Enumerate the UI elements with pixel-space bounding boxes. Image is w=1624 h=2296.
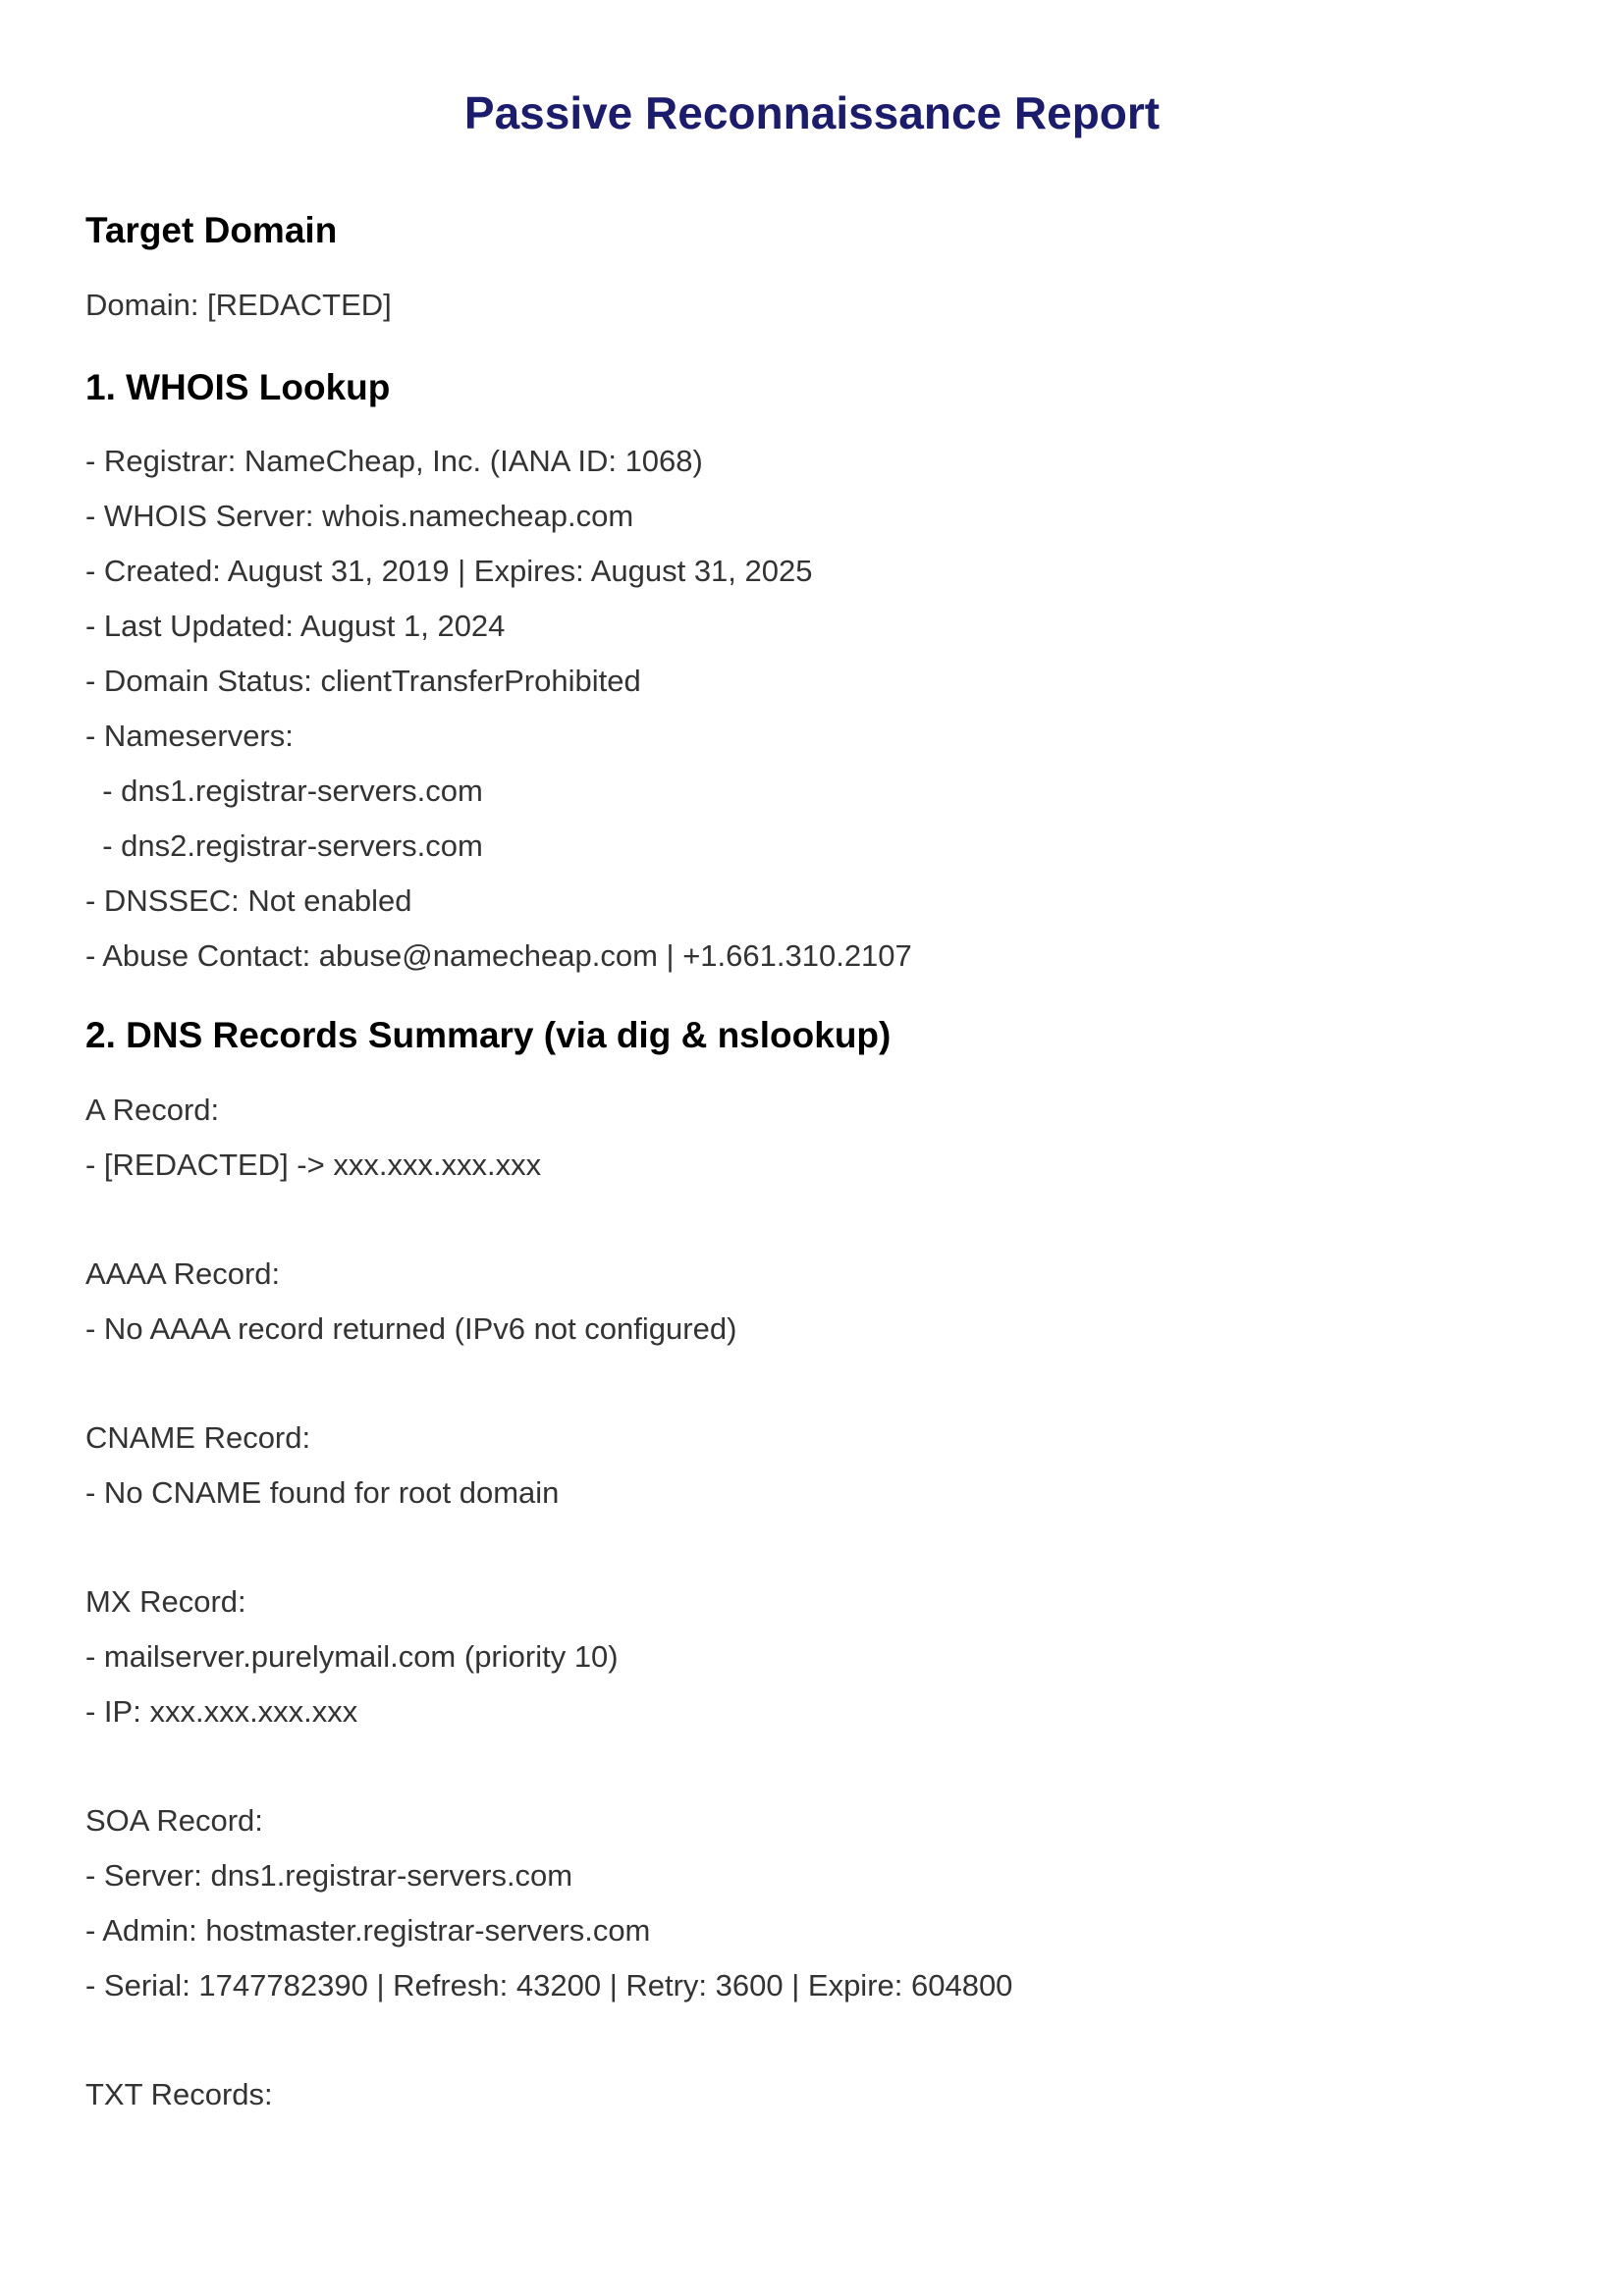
whois-line-ns2: - dns2.registrar-servers.com [85, 828, 483, 863]
cname-record-line: - No CNAME found for root domain [85, 1475, 560, 1510]
soa-record-line-server: - Server: dns1.registrar-servers.com [85, 1858, 573, 1893]
whois-line-updated: - Last Updated: August 1, 2024 [85, 609, 506, 643]
cname-record-label: CNAME Record: [85, 1420, 311, 1455]
report-title: Passive Reconnaissance Report [463, 87, 1161, 138]
soa-record-line-admin: - Admin: hostmaster.registrar-servers.com [85, 1913, 651, 1948]
whois-line-dnssec: - DNSSEC: Not enabled [85, 883, 412, 918]
target-domain-heading: Target Domain [85, 210, 338, 250]
whois-line-abuse: - Abuse Contact: abuse@namecheap.com | +1.661.310.2107 [85, 938, 912, 973]
aaaa-record-label: AAAA Record: [85, 1256, 281, 1291]
txt-record-label: TXT Records: [85, 2077, 273, 2111]
whois-line-nameservers: - Nameservers: [85, 719, 294, 753]
aaaa-record-line: - No AAAA record returned (IPv6 not configured) [85, 1311, 737, 1346]
target-domain-value: Domain: [REDACTED] [85, 288, 392, 322]
whois-line-server: - WHOIS Server: whois.namecheap.com [85, 499, 634, 533]
mx-record-line-server: - mailserver.purelymail.com (priority 10) [85, 1639, 619, 1674]
whois-line-registrar: - Registrar: NameCheap, Inc. (IANA ID: 1068) [85, 444, 703, 478]
mx-record-label: MX Record: [85, 1584, 246, 1619]
a-record-label: A Record: [85, 1093, 220, 1127]
a-record-line: - [REDACTED] -> xxx.xxx.xxx.xxx [85, 1148, 542, 1182]
whois-line-status: - Domain Status: clientTransferProhibited [85, 664, 641, 698]
soa-record-label: SOA Record: [85, 1803, 263, 1838]
dns-heading: 2. DNS Records Summary (via dig & nslookup) [85, 1015, 892, 1055]
soa-record-line-serial: - Serial: 1747782390 | Refresh: 43200 | Retry: 3600 | Expire: 604800 [85, 1968, 1013, 2002]
whois-heading: 1. WHOIS Lookup [85, 367, 391, 407]
whois-line-dates: - Created: August 31, 2019 | Expires: August 31, 2025 [85, 554, 813, 588]
mx-record-line-ip: - IP: xxx.xxx.xxx.xxx [85, 1694, 358, 1729]
whois-line-ns1: - dns1.registrar-servers.com [85, 774, 483, 808]
